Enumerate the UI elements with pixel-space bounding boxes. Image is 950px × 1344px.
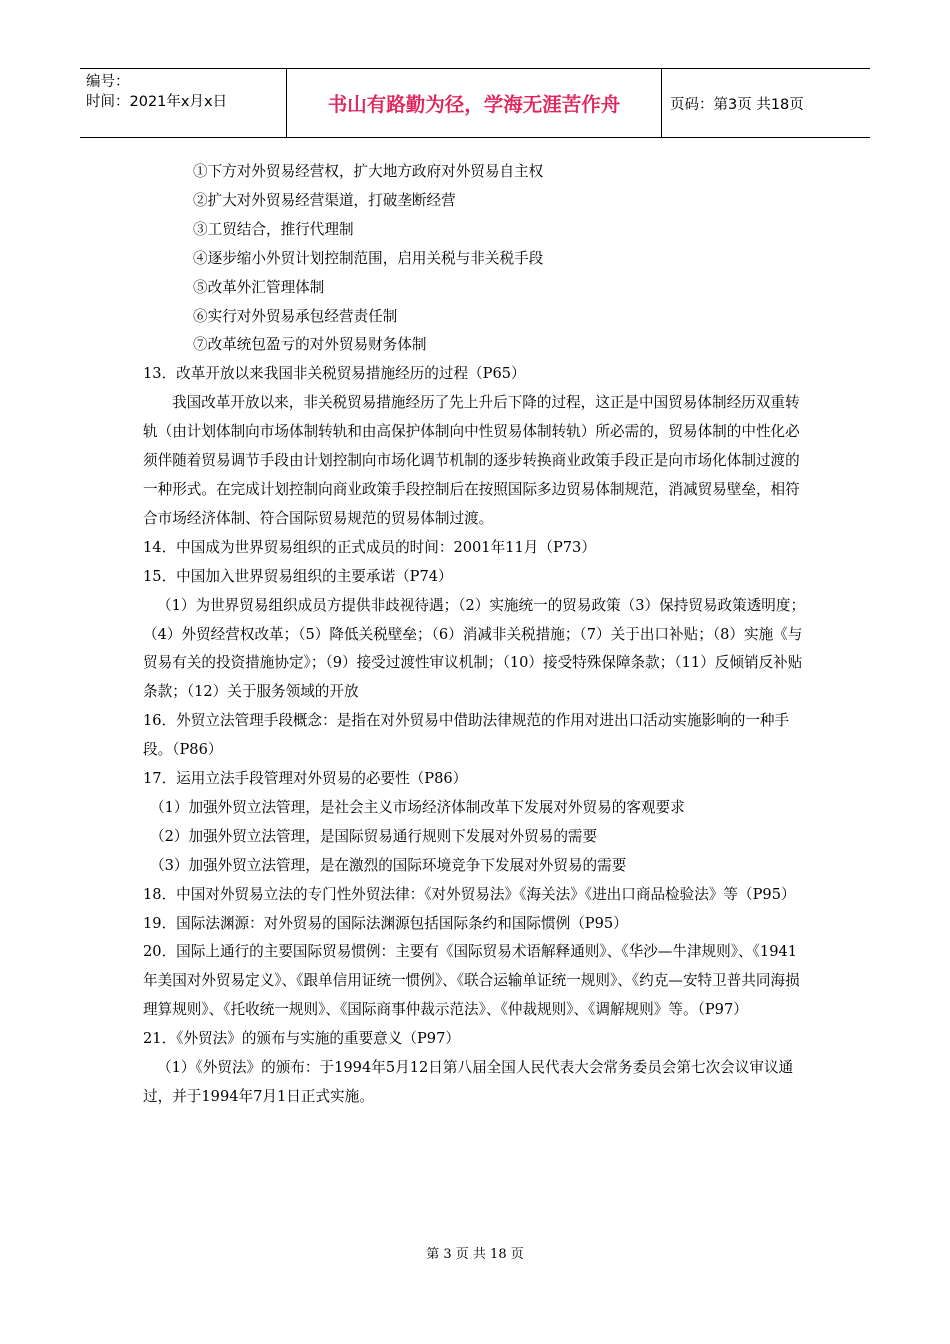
header-motto: 书山有路勤为径，学海无涯苦作舟 (286, 69, 662, 137)
page-footer: 第 3 页 共 18 页 (426, 1247, 524, 1262)
section-17-item-3: （3）加强外贸立法管理，是在激烈的国际环境竞争下发展对外贸易的需要 (150, 856, 627, 874)
section-21-item-1: （1）《外贸法》的颁布：于1994年5月12日第八届全国人民代表大会常务委员会第七次会议审议通过，并于1994年7月1日正式实施。 (143, 1059, 794, 1105)
section-heading-14: 14．中国成为世界贸易组织的正式成员的时间：2001年11月（P73） (143, 538, 596, 556)
section-20-paragraph: 20．国际上通行的主要国际贸易惯例：主要有《国际贸易术语解释通则》、《华沙—牛津规则》、《1941年美国对外贸易定义》、《跟单信用证统一惯例》、《联合运输单证统一规则》、《约克—安特卫普共同海损理算规则》、《托收统一规则》、《国际商事仲裁示范法》、《仲裁规则》、《调解规则》等。（P97） (143, 943, 800, 1019)
section-15-paragraph: （1）为世界贸易组织成员方提供非歧视待遇；（2）实施统一的贸易政策（3）保持贸易政策透明度；（4）外贸经营权改革；（5）降低关税壁垒；（6）消减非关税措施；（7）关于出口补贴；（8）实施《与贸易有关的投资措施协定》；（9）接受过渡性审议机制；（10）接受特殊保障条款；（11）反倾销反补贴条款；（12）关于服务领域的开放 (143, 596, 806, 701)
section-13-paragraph: 我国改革开放以来，非关税贸易措施经历了先上升后下降的过程，这正是中国贸易体制经历双重转轨（由计划体制向市场体制转轨和由高保护体制向中性贸易体制转轨）所必需的，贸易体制的中性化必须伴随着贸易调节手段由计划控制向市场化调节机制的逐步转换商业政策手段正是向市场化体制过渡的一种形式。在完成计划控制向商业政策手段控制后在按照国际多边贸易体制规范，消减贸易壁垒，相符合市场经济体制、符合国际贸易规范的贸易体制过渡。 (143, 394, 800, 527)
reform-item-2: ②扩大对外贸易经营渠道，打破垄断经营 (193, 191, 456, 209)
section-19-paragraph: 19．国际法渊源：对外贸易的国际法渊源包括国际条约和国际惯例（P95） (143, 914, 628, 932)
page-header (80, 68, 870, 138)
document-number-label: 编号： (86, 74, 130, 90)
section-17-item-1: （1）加强外贸立法管理，是社会主义市场经济体制改革下发展对外贸易的客观要求 (150, 798, 685, 816)
header-page-number: 页码：第3页 共18页 (670, 96, 804, 113)
section-heading-13: 13．改革开放以来我国非关税贸易措施经历的过程（P65） (143, 365, 526, 383)
section-18-paragraph: 18．中国对外贸易立法的专门性外贸法律：《对外贸易法》《海关法》《进出口商品检验法》等（P95） (143, 885, 796, 903)
section-heading-21: 21．《外贸法》的颁布与实施的重要意义（P97） (143, 1030, 460, 1048)
document-body (143, 158, 809, 1112)
reform-item-1: ①下方对外贸易经营权，扩大地方政府对外贸易自主权 (193, 163, 544, 180)
document-date: 时间：2021年x月x日 (86, 94, 228, 110)
reform-item-6: ⑥实行对外贸易承包经营责任制 (193, 307, 398, 325)
section-heading-15: 15．中国加入世界贸易组织的主要承诺（P74） (143, 567, 453, 585)
reform-item-3: ③工贸结合，推行代理制 (193, 220, 354, 238)
section-heading-17: 17．运用立法手段管理对外贸易的必要性（P86） (143, 770, 468, 788)
section-16-paragraph: 16．外贸立法管理手段概念：是指在对外贸易中借助法律规范的作用对进出口活动实施影响的一种手段。（P86） (143, 712, 790, 759)
reform-item-4: ④逐步缩小外贸计划控制范围，启用关税与非关税手段 (193, 249, 544, 267)
reform-item-7: ⑦改革统包盈亏的对外贸易财务体制 (193, 336, 427, 354)
section-17-item-2: （2）加强外贸立法管理，是国际贸易通行规则下发展对外贸易的需要 (150, 827, 598, 845)
reform-item-5: ⑤改革外汇管理体制 (193, 278, 325, 296)
header-meta (80, 69, 286, 137)
